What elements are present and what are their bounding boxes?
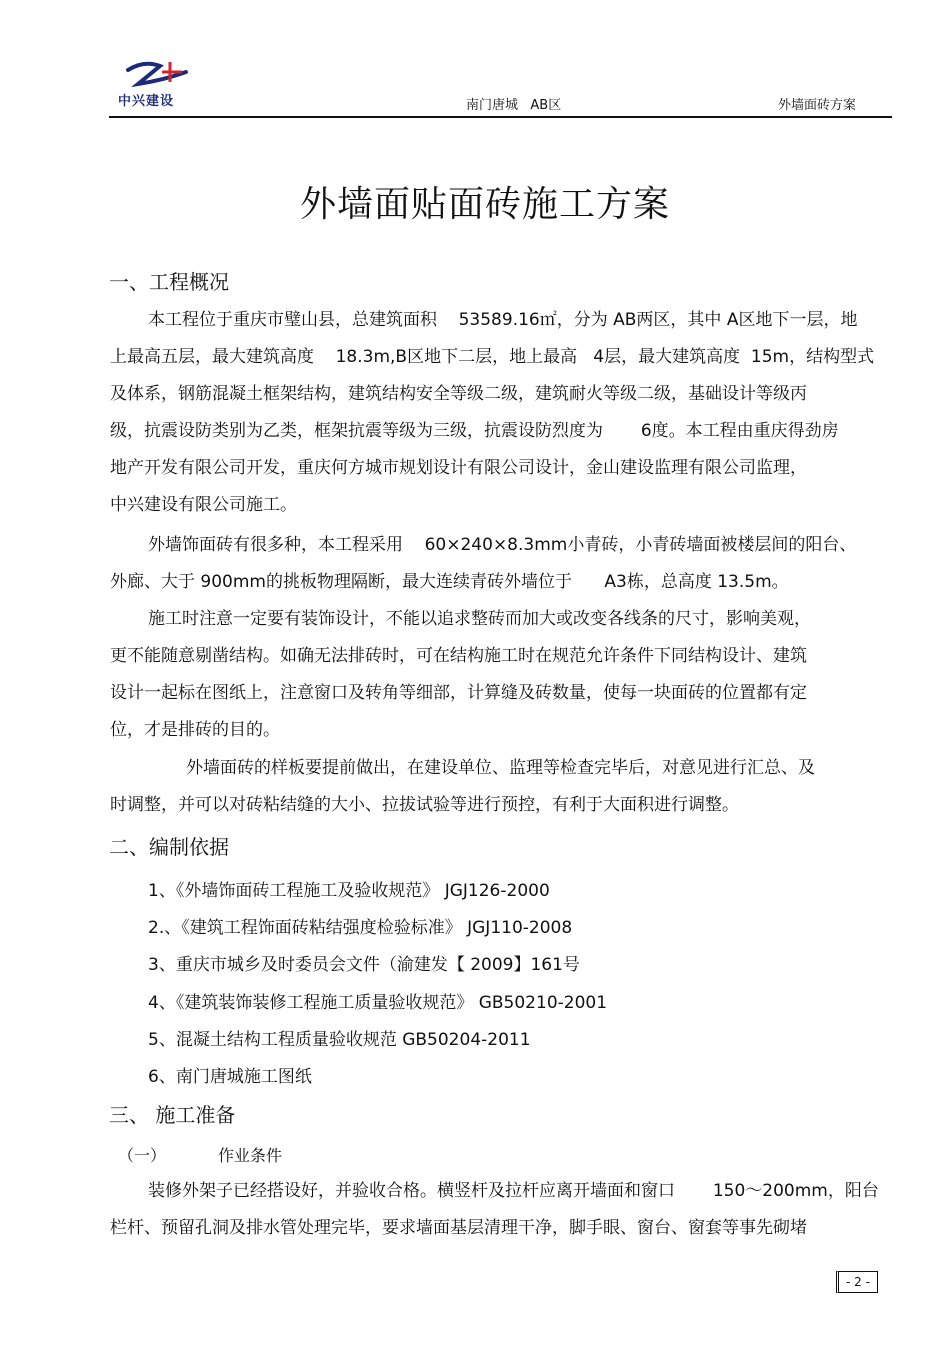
text-line: 外墙面砖的样板要提前做出，在建设单位、监理等检查完毕后，对意见进行汇总、及 [186,758,815,778]
paragraph-overview [110,302,890,524]
section-heading-overview: 一、工程概况 [109,270,229,294]
logo-mark-icon [124,58,196,90]
subsection-title: 作业条件 [218,1146,283,1165]
page-number: - 2 - [836,1271,878,1293]
reference-item: 1、《外墙饰面砖工程施工及验收规范》 JGJ126-2000 [148,881,550,901]
header-doc-title: 外墙面砖方案 [778,98,857,113]
text-line: 栏杆、预留孔洞及排水管处理完毕，要求墙面基层清理干净，脚手眼、窗台、窗套等事先砌堵 [110,1218,807,1238]
text-line: 级，抗震设防类别为乙类，框架抗震等级为三级，抗震设防烈度为 6度。本工程由重庆得劲房 [110,421,839,441]
header-rule [109,116,892,118]
document-title: 外墙面贴面砖施工方案 [299,184,670,225]
paragraph-conditions [110,1173,890,1247]
text-line: 位，才是排砖的目的。 [110,720,280,740]
text-line: 装修外架子已经搭设好，并验收合格。横竖杆及拉杆应离开墙面和窗口 150～200mm，阳台 [148,1181,879,1201]
text-line: 中兴建设有限公司施工。 [110,495,297,515]
company-logo [118,58,202,109]
reference-item: 6、南门唐城施工图纸 [148,1067,312,1087]
text-line: 本工程位于重庆市璧山县，总建筑面积 53589.16㎡，分为 AB两区，其中 A区地下一层，地 [148,310,858,330]
logo-text: 中兴建设 [118,94,175,109]
reference-item: 5、混凝土结构工程质量验收规范 GB50204-2011 [148,1030,531,1050]
reference-item: 3、重庆市城乡及时委员会文件（渝建发【 2009】161号 [148,955,580,975]
text-line: 上最高五层，最大建筑高度 18.3m,B区地下二层，地上最高 4层，最大建筑高度 15m，结构型式 [110,347,875,367]
text-line: 设计一起标在图纸上，注意窗口及转角等细部，计算缝及砖数量，使每一块面砖的位置都有定 [110,683,807,703]
reference-item: 2.、《建筑工程饰面砖粘结强度检验标准》 JGJ110-2008 [148,918,573,938]
subsection-number: （一） [118,1146,167,1165]
header-project: 南门唐城 AB区 [466,98,562,113]
subsection-heading [118,1143,282,1166]
text-line: 外廊、大于 900mm的挑板物理隔断，最大连续青砖外墙位于 A3栋，总高度 13.5m。 [110,572,789,592]
paragraph-sample [110,750,890,824]
text-line: 施工时注意一定要有装饰设计，不能以追求整砖而加大或改变各线条的尺寸，影响美观， [148,609,811,629]
text-line: 更不能随意剔凿结构。如确无法排砖时，可在结构施工时在规范允许条件下同结构设计、建筑 [110,646,807,666]
reference-item: 4、《建筑装饰装修工程施工质量验收规范》 GB50210-2001 [148,993,608,1013]
paragraph-design-notes [110,601,890,749]
text-line: 外墙饰面砖有很多种，本工程采用 60×240×8.3mm小青砖，小青砖墙面被楼层间的阳台、 [148,535,857,555]
paragraph-tile-type [110,527,890,601]
text-line: 及体系，钢筋混凝土框架结构，建筑结构安全等级二级，建筑耐火等级二级，基础设计等级丙 [110,384,807,404]
text-line: 时调整，并可以对砖粘结缝的大小、拉拔试验等进行预控，有利于大面积进行调整。 [110,795,739,815]
section-heading-basis: 二、编制依据 [109,835,229,859]
text-line: 地产开发有限公司开发，重庆何方城市规划设计有限公司设计，金山建设监理有限公司监理， [110,458,807,478]
section-heading-preparation: 三、 施工准备 [109,1103,236,1127]
